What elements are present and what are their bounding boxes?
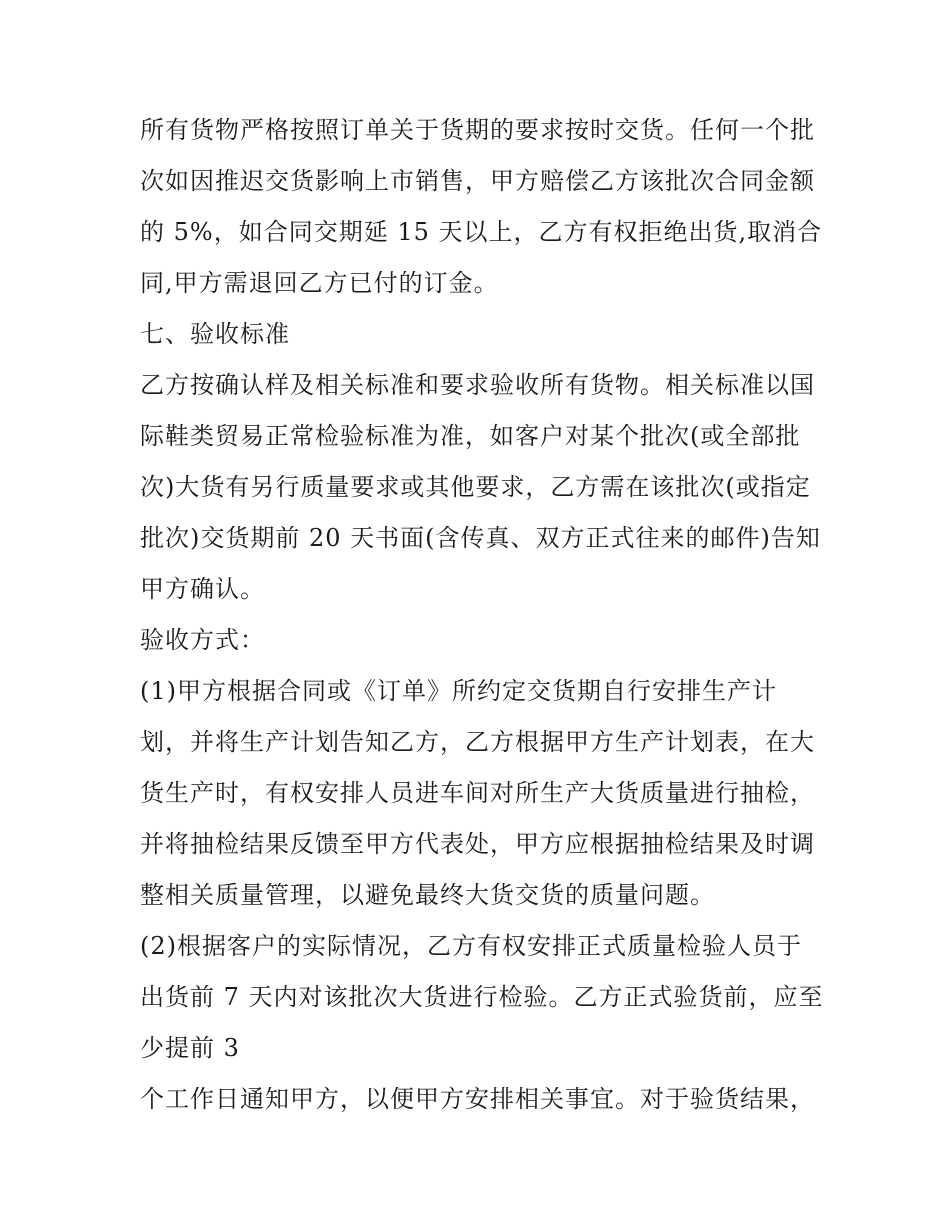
text-line: 少提前 3 — [140, 1034, 240, 1062]
text-line: 甲方确认。 — [140, 575, 265, 603]
text-line: 划，并将生产计划告知乙方，乙方根据甲方生产计划表，在大 — [140, 728, 815, 756]
text-line: (1)甲方根据合同或《订单》所约定交货期自行安排生产计 — [140, 677, 777, 705]
text-line: 个工作日通知甲方，以便甲方安排相关事宜。对于验货结果， — [140, 1085, 815, 1113]
section-heading: 七、验收标准 — [140, 320, 290, 348]
text-line: 同,甲方需退回乙方已付的订金。 — [140, 269, 499, 297]
document-body — [140, 105, 824, 1125]
text-line: 整相关质量管理，以避免最终大货交货的质量问题。 — [140, 881, 715, 909]
text-line: 次)大货有另行质量要求或其他要求，乙方需在该批次(或指定 — [140, 473, 811, 501]
text-line: 批次)交货期前 20 天书面(含传真、双方正式往来的邮件)告知 — [140, 524, 821, 552]
text-line: 所有货物严格按照订单关于货期的要求按时交货。任何一个批 — [140, 116, 815, 144]
text-line: 次如因推迟交货影响上市销售，甲方赔偿乙方该批次合同金额 — [140, 167, 815, 195]
text-line: 并将抽检结果反馈至甲方代表处，甲方应根据抽检结果及时调 — [140, 830, 815, 858]
text-line: 际鞋类贸易正常检验标准为准，如客户对某个批次(或全部批 — [140, 422, 801, 450]
text-line: 货生产时，有权安排人员进车间对所生产大货质量进行抽检， — [140, 779, 815, 807]
text-line: 的 5%，如合同交期延 15 天以上，乙方有权拒绝出货,取消合 — [140, 218, 823, 246]
text-line: 乙方按确认样及相关标准和要求验收所有货物。相关标准以国 — [140, 371, 815, 399]
text-line: (2)根据客户的实际情况，乙方有权安排正式质量检验人员于 — [140, 932, 802, 960]
text-line: 出货前 7 天内对该批次大货进行检验。乙方正式验货前，应至 — [140, 983, 824, 1011]
subheading: 验收方式： — [140, 626, 265, 654]
